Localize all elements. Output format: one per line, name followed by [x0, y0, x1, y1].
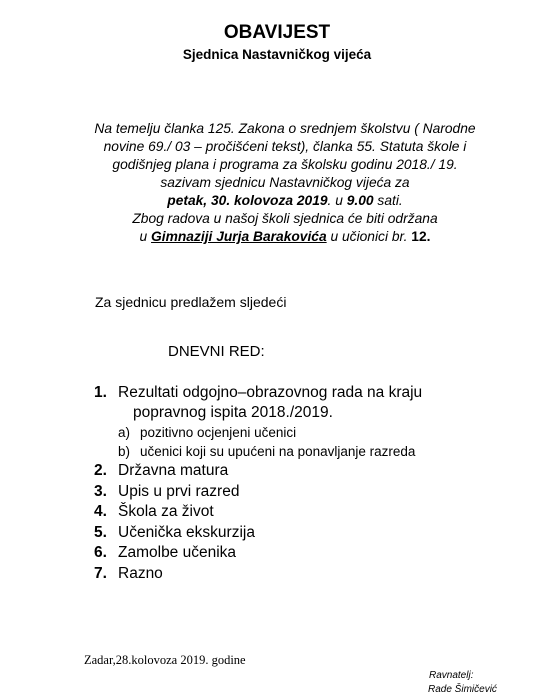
subitem-text: učenici koji su upućeni na ponavljanje razreda: [140, 444, 416, 459]
agenda-item-number: 1.: [94, 384, 107, 401]
intro-line-5-end: sati.: [373, 193, 403, 208]
intro-line-3: godišnjeg plana i programa za školsku godinu 2018./ 19.: [112, 157, 458, 172]
room-number: 12.: [411, 229, 431, 244]
agenda-item-number: 2.: [94, 462, 107, 479]
meeting-time: 9.00: [346, 193, 374, 208]
agenda-item: [94, 523, 422, 544]
agenda-item-text: [118, 383, 422, 423]
agenda-item: [94, 564, 422, 585]
agenda-item-text: Učenička ekskurzija: [118, 523, 255, 541]
meeting-place: Gimnaziji Jurja Barakovića: [151, 229, 327, 244]
agenda-item-number: 5.: [94, 523, 107, 541]
intro-line-1: Na temelju članka 125. Zakona o srednjem školstvu ( Narodne: [94, 121, 476, 136]
agenda-subitem: [94, 442, 422, 461]
intro-line-7-mid: u učionici br.: [326, 229, 412, 244]
agenda-item-number: 6.: [94, 544, 107, 561]
agenda-item-number: 7.: [94, 564, 107, 582]
intro-paragraph: [40, 120, 530, 246]
agenda-item: [94, 461, 422, 482]
agenda-item-text: Škola za život: [118, 503, 214, 520]
document-subtitle: Sjednica Nastavničkog vijeća: [182, 47, 372, 62]
intro-line-7-prefix: u: [139, 229, 152, 244]
signatory-name: Rade Šimičević: [428, 684, 497, 695]
agenda-item-text: Državna matura: [118, 462, 229, 479]
subitem-text: pozitivno ocjenjeni učenici: [140, 425, 297, 440]
agenda-item-text: Upis u prvi razred: [118, 482, 240, 500]
place-date: Zadar,28.kolovoza 2019. godine: [84, 653, 246, 667]
subitem-letter: b): [118, 444, 131, 459]
agenda-list: [94, 383, 422, 584]
proposal-text: Za sjednicu predlažem sljedeći: [95, 294, 287, 310]
agenda-item: [94, 482, 422, 503]
agenda-item-text: Zamolbe učenika: [118, 544, 237, 561]
subitem-letter: a): [118, 425, 131, 440]
document-title: OBAVIJEST: [223, 22, 331, 43]
agenda-item-number: 4.: [94, 503, 107, 520]
agenda-title: DNEVNI RED:: [168, 343, 265, 360]
intro-line-5: [40, 192, 530, 210]
intro-line-2: novine 69./ 03 – pročišćeni tekst), članka 55. Statuta škole i: [103, 139, 467, 154]
agenda-item-text: Razno: [118, 564, 163, 582]
agenda-item: [94, 383, 422, 423]
agenda-item-line: popravnog ispita 2018./2019.: [133, 404, 333, 421]
agenda-item: [94, 502, 422, 523]
meeting-date: petak, 30. kolovoza 2019: [167, 193, 328, 208]
intro-line-5-mid: . u: [327, 193, 347, 208]
agenda-item: [94, 543, 422, 564]
signatory-role: Ravnatelj:: [429, 670, 474, 681]
intro-line-4: sazivam sjednicu Nastavničkog vijeća za: [160, 175, 410, 190]
agenda-item-number: 3.: [94, 482, 107, 500]
intro-line-6: Zbog radova u našoj školi sjednica će biti održana: [132, 211, 438, 226]
agenda-item-line: Rezultati odgojno–obrazovnog rada na kraju: [118, 384, 423, 401]
intro-line-7: [40, 228, 530, 246]
agenda-subitem: [94, 423, 422, 442]
